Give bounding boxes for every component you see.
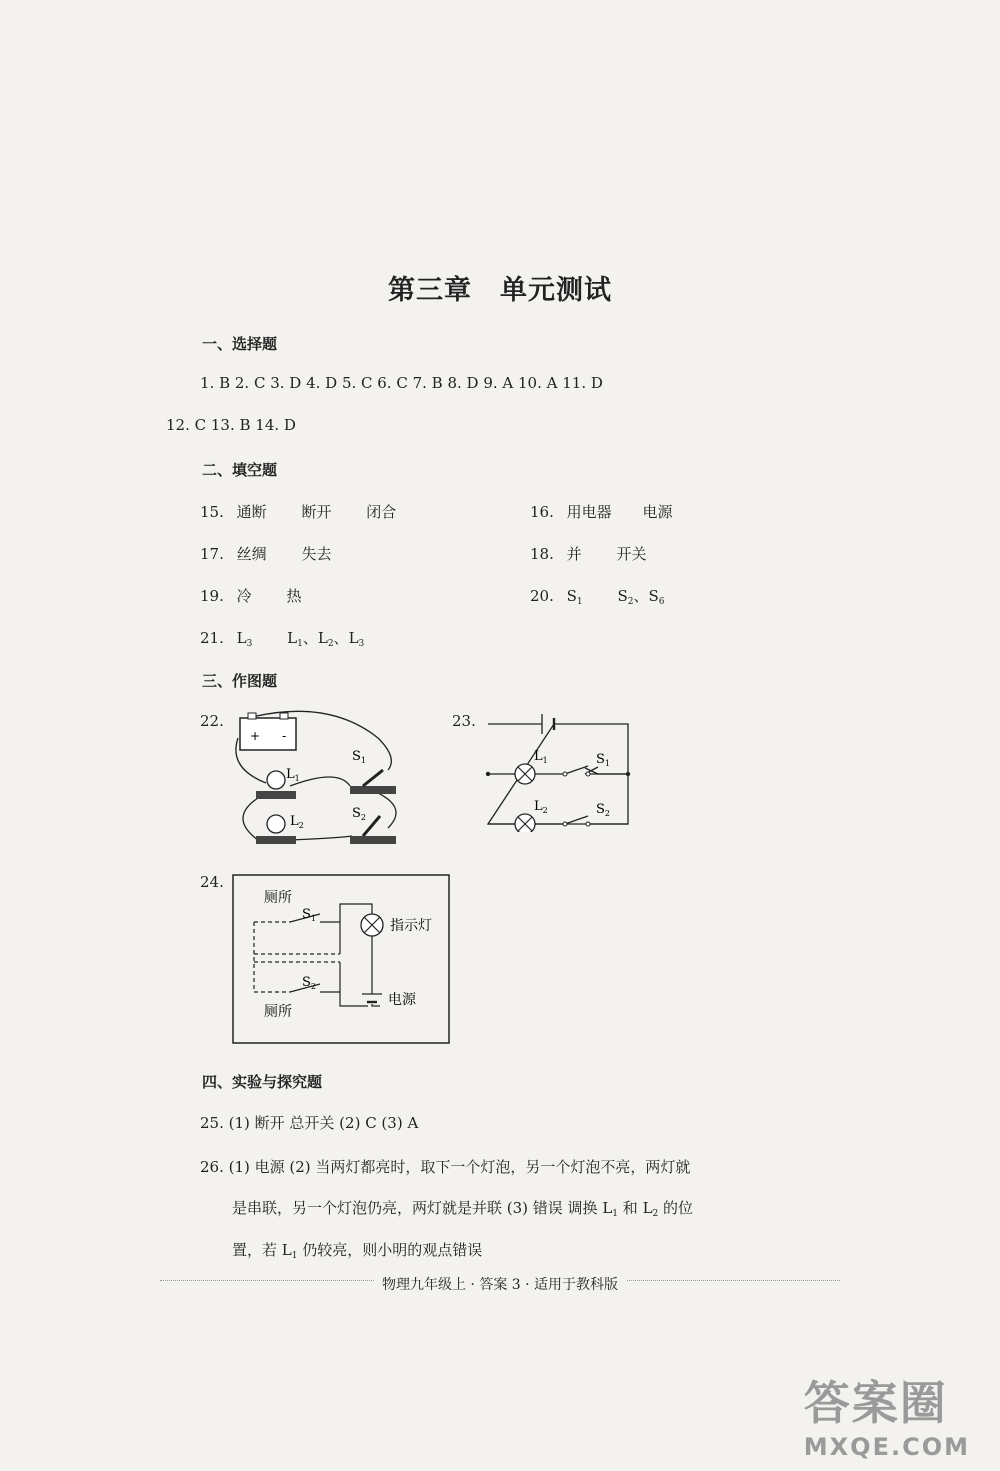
schematic-l1-label: $L_1$ xyxy=(534,749,548,765)
q17-answer-2: 失去 xyxy=(301,545,332,563)
q23-schematic-figure xyxy=(480,708,640,832)
fill-q21 xyxy=(200,627,364,649)
q17-answer-1: 丝绸 xyxy=(236,545,267,563)
switch-s1-base-icon xyxy=(350,786,396,794)
indicator-lamp-label: 指示灯 xyxy=(390,918,432,934)
schematic-l2-label: $L_2$ xyxy=(534,799,548,815)
switch-s2-blade xyxy=(565,816,588,824)
fill-q17 xyxy=(200,543,331,564)
watermark-title: 答案圈 xyxy=(803,1376,948,1430)
q22-wiring-figure xyxy=(228,708,408,856)
exp-q26-line1: 26. (1) 电源 (2) 当两灯都亮时，取下一个灯泡，另一个灯泡不亮，两灯就 xyxy=(200,1158,691,1176)
q21-l3-letter: L xyxy=(348,629,359,647)
battery-terminal-plus-icon xyxy=(248,713,256,719)
schematic-s2-label: $S_2$ xyxy=(596,802,610,818)
page-title xyxy=(0,268,1000,307)
wire-s1-to-s2 xyxy=(378,793,396,828)
switch-s1-lever-icon xyxy=(363,770,383,786)
q15-answer-1: 通断 xyxy=(236,503,267,521)
battery-terminal-minus-icon xyxy=(280,713,288,719)
power-source-label: 电源 xyxy=(388,992,416,1008)
q21-l-letter: L xyxy=(236,629,247,647)
q16-answer-1: 用电器 xyxy=(566,503,612,521)
q20-s3-letter: S xyxy=(648,587,659,605)
watermark-domain: MXQE.COM xyxy=(803,1433,970,1461)
q20-s2-subscript: 2 xyxy=(627,597,634,607)
fill-q19 xyxy=(200,585,301,606)
section-drawing-heading: 三、作图题 xyxy=(202,672,278,690)
watermark-logo xyxy=(804,1367,970,1461)
q21-l3-subscript: 3 xyxy=(358,639,365,649)
q16-number: 16. xyxy=(530,503,554,521)
q15-answer-2: 断开 xyxy=(301,503,332,521)
q19-answer-1: 冷 xyxy=(236,587,252,605)
switch-s2-contact-right xyxy=(586,822,590,826)
lamp-l2-base-icon xyxy=(256,836,296,844)
lamp-l1-label: $L_1$ xyxy=(286,767,300,783)
toilet-label-top: 厕所 xyxy=(264,890,292,906)
battery-minus-label: - xyxy=(282,729,287,743)
fig24-s2-label: $S_2$ xyxy=(302,975,316,991)
q23-number: 23. xyxy=(452,712,476,730)
fill-q15 xyxy=(200,501,396,522)
q21-l1-letter: L xyxy=(287,629,298,647)
q18-number: 18. xyxy=(530,545,554,563)
toilet-label-bottom: 厕所 xyxy=(264,1004,292,1020)
q21-l-subscript: 3 xyxy=(246,639,253,649)
fill-q18 xyxy=(530,543,646,564)
q20-s-letter: S xyxy=(566,587,577,605)
switch-s1-contact xyxy=(563,772,567,776)
lamp-l2-label: $L_2$ xyxy=(290,814,304,830)
q20-s2-letter: S xyxy=(617,587,628,605)
lamp-l1-base-icon xyxy=(256,791,296,799)
junction-right-dot xyxy=(626,772,630,776)
switch-s1-label: $S_1$ xyxy=(352,749,366,765)
footer-label: 物理九年级上 · 答案 3 · 适用于教科版 xyxy=(374,1277,626,1293)
q15-number: 15. xyxy=(200,503,224,521)
q26-line3-text: 置，若 L xyxy=(232,1241,292,1259)
battery-plus-label: + xyxy=(250,729,261,743)
title-unit-test: 单元测试 xyxy=(500,275,612,306)
q26-line2-text: 是串联，另一个灯泡仍亮，两灯就是并联 (3) 错误 调换 L xyxy=(232,1199,613,1217)
q17-number: 17. xyxy=(200,545,224,563)
title-chapter: 第三章 xyxy=(388,275,472,306)
lamp-l2-bulb-icon xyxy=(267,815,285,833)
fill-q20 xyxy=(530,585,664,607)
q19-answer-2: 热 xyxy=(286,587,302,605)
switch-s2-contact xyxy=(563,822,567,826)
wire-l2-to-s2 xyxy=(290,836,352,840)
q20-answer-1 xyxy=(567,587,583,605)
q19-number: 19. xyxy=(200,587,224,605)
q21-answer-1 xyxy=(237,629,253,647)
lamp-l1-bulb-icon xyxy=(267,771,285,789)
lamp-to-battery-wire xyxy=(372,936,380,1006)
q18-answer-1: 并 xyxy=(566,545,582,563)
battery-icon xyxy=(240,718,296,750)
q20-s3-subscript: 6 xyxy=(658,597,665,607)
schematic-s1-label: $S_1$ xyxy=(596,752,610,768)
fig24-s1-label: $S_1$ xyxy=(302,907,316,923)
lamp-l2-icon xyxy=(515,814,535,832)
exp-q26-line3 xyxy=(232,1239,482,1261)
switch-s2-label: $S_2$ xyxy=(352,806,366,822)
q20-answer-2 xyxy=(617,587,664,605)
q21-l2-letter: L xyxy=(317,629,328,647)
q20-separator: 、 xyxy=(633,587,649,605)
wire-l1-to-l2 xyxy=(243,798,258,840)
page-footer xyxy=(0,1274,1000,1294)
q22-number: 22. xyxy=(200,712,224,730)
switch-s1-blade xyxy=(565,766,588,774)
q21-sep-2: 、 xyxy=(333,629,349,647)
q26-line3-end: 仍较亮，则小明的观点错误 xyxy=(297,1241,483,1259)
q20-number: 20. xyxy=(530,587,554,605)
branch-1-switch-wire xyxy=(585,767,628,774)
section-experiment-heading: 四、实验与探究题 xyxy=(202,1073,323,1091)
q26-l1-subscript: 1 xyxy=(612,1209,619,1219)
switch-s1-contact-right xyxy=(586,772,590,776)
q21-l1-subscript: 1 xyxy=(297,639,303,649)
q18-answer-2: 开关 xyxy=(616,545,647,563)
q24-indicator-figure xyxy=(232,874,450,1044)
exp-q26-line2 xyxy=(232,1197,693,1219)
q26-line2-end: 的位 xyxy=(658,1199,694,1217)
q21-number: 21. xyxy=(200,629,224,647)
q21-sep-1: 、 xyxy=(302,629,318,647)
q26-line2-mid: 和 L xyxy=(618,1199,653,1217)
q16-answer-2: 电源 xyxy=(642,503,673,521)
switch-s2-base-icon xyxy=(350,836,396,844)
q21-answer-2 xyxy=(287,629,364,647)
q26-line3-subscript: 1 xyxy=(291,1251,298,1261)
exp-q25: 25. (1) 断开 总开关 (2) C (3) A xyxy=(200,1114,419,1132)
choice-answers-line1: 1. B 2. C 3. D 4. D 5. C 6. C 7. B 8. D 9. A 10. A 11. D xyxy=(200,374,603,392)
junction-left-dot xyxy=(486,772,490,776)
q21-l2-subscript: 2 xyxy=(327,639,334,649)
section-fill-heading: 二、填空题 xyxy=(202,461,278,479)
choice-answers-line2: 12. C 13. B 14. D xyxy=(166,416,296,434)
q15-answer-3: 闭合 xyxy=(366,503,397,521)
q24-number: 24. xyxy=(200,873,224,891)
q26-l2-subscript: 2 xyxy=(652,1209,659,1219)
section-choice-heading: 一、选择题 xyxy=(202,335,278,353)
q20-s-subscript: 1 xyxy=(576,597,583,607)
fill-q16 xyxy=(530,501,672,522)
